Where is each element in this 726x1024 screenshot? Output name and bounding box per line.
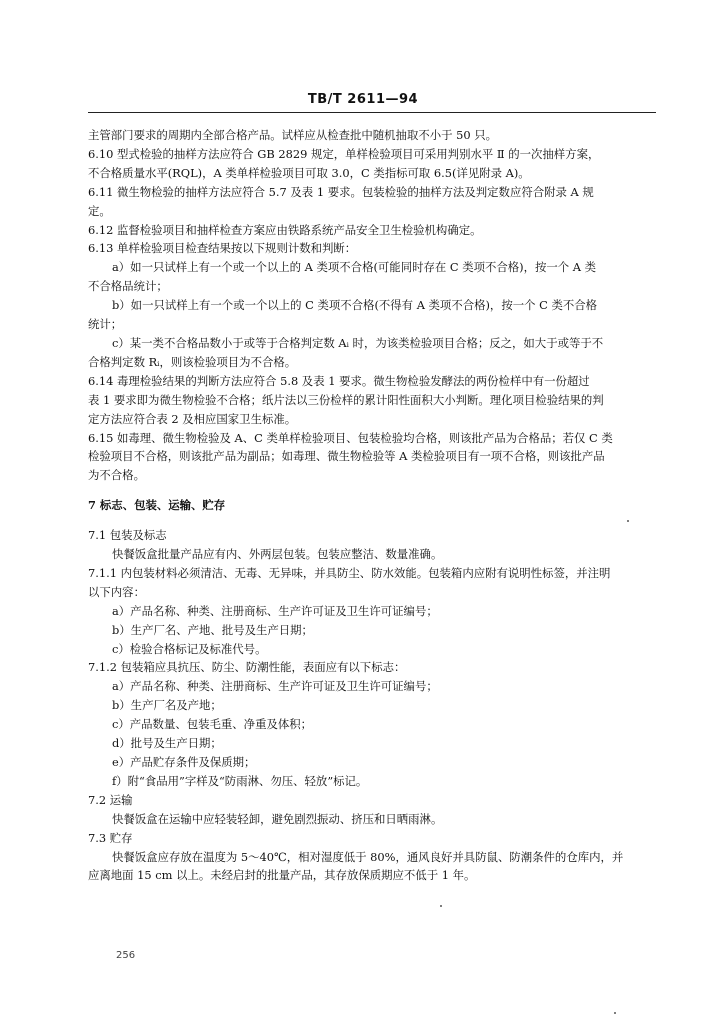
text-line: 6.12 监督检验项目和抽样检查方案应由铁路系统产品安全卫生检验机构确定。 [88, 222, 482, 237]
text-line: 6.15 如毒理、微生物检验及 A、C 类单样检验项目、包装检验均合格，则该批产品为合格品；若仅 C 类 [88, 430, 613, 445]
text-line: 定方法应符合表 2 及相应国家卫生标准。 [88, 411, 297, 426]
text-line: c）检验合格标记及标准代号。 [112, 641, 267, 656]
header-rule [88, 112, 656, 113]
text-line: 应离地面 15 cm 以上。未经启封的批量产品，其存放保质期应不低于 1 年。 [88, 868, 476, 883]
text-line: 6.14 毒理检验结果的判断方法应符合 5.8 及表 1 要求。微生物检验发酵法的两份检样中有一份超过 [88, 373, 590, 388]
text-line: 7.2 运输 [88, 792, 133, 807]
text-line: a）如一只试样上有一个或一个以上的 A 类项不合格(可能同时存在 C 类项不合格)，按一个 A 类 [112, 260, 597, 275]
text-line: b）生产厂名及产地； [112, 698, 222, 713]
scan-speck [614, 1012, 616, 1014]
text-line: b）生产厂名、产地、批号及生产日期； [112, 622, 313, 637]
page-number: 256 [116, 950, 136, 961]
text-line: 以下内容： [88, 584, 145, 599]
text-line: 6.13 单样检验项目检查结果按以下规则计数和判断： [88, 241, 357, 256]
text-line: 检验项目不合格，则该批产品为副品；如毒理、微生物检验等 A 类检验项目有一项不合格，则该批产品 [88, 449, 605, 464]
text-line: 6.10 型式检验的抽样方法应符合 GB 2829 规定，单样检验项目可采用判别水平 Ⅱ 的一次抽样方案， [88, 146, 600, 161]
paragraph-gap [88, 515, 656, 526]
text-line: 7.1.1 内包装材料必须清洁、无毒、无异味，并具防尘、防水效能。包装箱内应附有说明性标签，并注明 [88, 565, 611, 580]
text-line: a）产品名称、种类、注册商标、生产许可证及卫生许可证编号； [112, 679, 438, 694]
text-line: c）产品数量、包装毛重、净重及体积； [112, 717, 313, 732]
text-line: b）如一只试样上有一个或一个以上的 C 类项不合格(不得有 A 类项不合格)，按一个 C 类不合格 [112, 298, 598, 313]
text-line: 为不合格。 [88, 468, 145, 483]
paragraph-gap [88, 485, 656, 496]
text-line: 不合格品统计； [88, 279, 168, 294]
standard-code-header: TB/T 2611—94 [307, 92, 419, 107]
text-line: 主管部门要求的周期内全部合格产品。试样应从检查批中随机抽取不小于 50 只。 [88, 128, 498, 142]
text-line: 快餐饭盒在运输中应轻装轻卸，避免剧烈振动、挤压和日晒雨淋。 [112, 811, 443, 826]
text-line: d）批号及生产日期； [112, 736, 222, 751]
document-body [88, 126, 656, 885]
text-line: 定。 [88, 203, 111, 218]
text-line: a）产品名称、种类、注册商标、生产许可证及卫生许可证编号； [112, 603, 438, 618]
text-line: 7.1.2 包装箱应具抗压、防尘、防潮性能，表面应有以下标志： [88, 660, 406, 675]
text-line: 表 1 要求即为微生物检验不合格；纸片法以三份检样的累计阳性面积大小判断。理化项目检验结果的判 [88, 392, 604, 407]
text-line: 快餐饭盒应存放在温度为 5～40℃，相对湿度低于 80%，通风良好并具防鼠、防潮条件的仓库内，并 [112, 849, 624, 864]
scan-speck [627, 520, 629, 522]
text-line: 7.3 贮存 [88, 830, 133, 845]
text-line: c）某一类不合格品数小于或等于合格判定数 Aᵢ 时，为该类检验项目合格；反之，如大于或等于不 [112, 335, 604, 350]
text-line: f）附“食品用”字样及“防雨淋、勿压、轻放”标记。 [112, 773, 368, 788]
text-line: 快餐饭盒批量产品应有内、外两层包装。包装应整洁、数量准确。 [112, 547, 443, 562]
text-line: 6.11 微生物检验的抽样方法应符合 5.7 及表 1 要求。包装检验的抽样方法及判定数应符合附录 A 规 [88, 184, 594, 199]
text-line: 不合格质量水平(RQL)，A 类单样检验项目可取 3.0，C 类指标可取 6.5(详见附录 A)。 [88, 165, 530, 180]
text-line: e）产品贮存条件及保质期； [112, 755, 256, 769]
text-line: 7.1 包装及标志 [88, 528, 167, 543]
text-line: 合格判定数 Rᵢ，则该检验项目为不合格。 [88, 354, 297, 369]
text-line: 统计； [88, 317, 123, 332]
section-heading: 7 标志、包装、运输、贮存 [88, 498, 226, 513]
scan-speck [440, 905, 442, 907]
